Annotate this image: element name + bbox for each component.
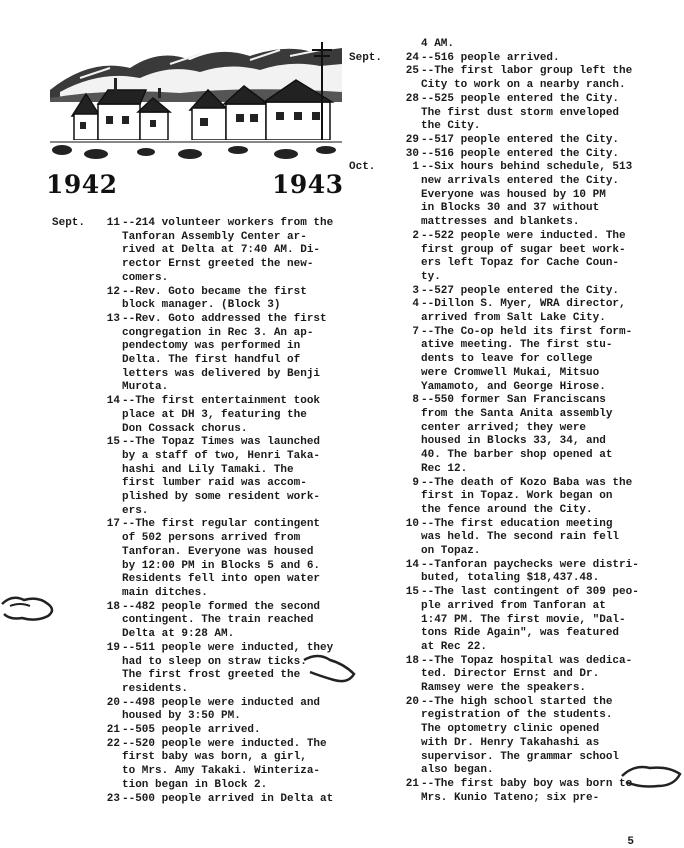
entry-text: --The Topaz hospital was dedica- ted. Director Ernst and Dr. Ramsey were the speakers. xyxy=(421,654,633,695)
entry-day: 9 xyxy=(412,476,419,489)
timeline-entry xyxy=(349,559,639,586)
entry-day: 30 xyxy=(405,147,419,160)
left-column xyxy=(52,217,342,806)
entry-day: 4 xyxy=(412,298,419,311)
timeline-entry xyxy=(349,586,639,655)
barracks-mountains-illustration xyxy=(50,38,342,160)
entry-day: 15 xyxy=(405,586,419,599)
timeline-entry xyxy=(349,778,639,805)
year-start: 1942 xyxy=(46,170,118,199)
entry-day: 19 xyxy=(106,641,120,654)
entry-day: 18 xyxy=(405,654,419,667)
timeline-entry xyxy=(52,518,342,600)
timeline-entry xyxy=(52,286,342,313)
entry-month: Sept. xyxy=(349,51,383,64)
entry-day: 3 xyxy=(412,284,419,297)
entry-text: --517 people entered the City. xyxy=(421,133,620,146)
entry-day: 11 xyxy=(106,217,120,229)
entry-day: 21 xyxy=(106,724,120,737)
timeline-entry xyxy=(52,697,342,724)
entry-text: --511 people were inducted, they had to sleep on straw ticks. The first frost greeted the residents. xyxy=(122,641,334,695)
entry-day: 14 xyxy=(405,558,419,571)
entry-text: --550 former San Franciscans from the Santa Anita assembly center arrived; they were housed in Blocks 33, 34, and 40. The barber shop opened at Rec 12. xyxy=(421,394,613,475)
entry-text: --The first regular contingent of 502 persons arrived from Tanforan. Everyone was housed by 12:00 PM in Blocks 5 and 6. Residents fell into open water main ditches. xyxy=(122,518,321,599)
entry-text: --Six hours behind schedule, 513 new arrivals entered the City. Everyone was housed by 10 PM in Blocks 30 and 37 without mattresses and blankets. xyxy=(421,161,633,229)
entry-text: --Dillon S. Myer, WRA director, arrived from Salt Lake City. xyxy=(421,298,626,325)
entry-text: --Rev. Goto addressed the first congregation in Rec 3. An ap- pendectomy was performed in Delta. The first handful of letters was delivered by Benji Murota. xyxy=(122,312,327,394)
timeline-entry xyxy=(349,230,639,285)
entry-day: 8 xyxy=(412,394,419,407)
entry-day: 18 xyxy=(106,600,120,613)
timeline-entry xyxy=(349,298,639,325)
entry-text: --505 people arrived. xyxy=(122,724,261,737)
entry-text: --The Topaz Times was launched by a staff of two, Henri Taka- hashi and Lily Tamaki. The first lumber raid was accom- plished by some resident work- ers. xyxy=(122,436,321,517)
entry-text: --520 people were inducted. The first baby was born, a girl, to Mrs. Amy Takaki. Winteriza- tion began in Block 2. xyxy=(122,737,327,791)
entry-day: 20 xyxy=(106,696,120,709)
timeline-entry xyxy=(349,518,639,559)
timeline-entry xyxy=(52,313,342,395)
entry-text: --Rev. Goto became the first block manager. (Block 3) xyxy=(122,285,307,312)
entry-day: 17 xyxy=(106,518,120,531)
entry-text: --516 people arrived. xyxy=(421,51,560,64)
timeline-entry xyxy=(52,436,342,518)
entry-text: --The last contingent of 309 peo- ple arrived from Tanforan at 1:47 PM. The first movie, "Dal- tons Ride Again", was featured at Rec 22. xyxy=(421,586,639,653)
entry-day: 25 xyxy=(405,65,419,78)
entry-day: 15 xyxy=(106,436,120,449)
entry-month: Oct. xyxy=(349,161,376,174)
entry-text: --498 people were inducted and housed by 3:50 PM. xyxy=(122,696,321,723)
entry-text: --The first baby boy was born to Mrs. Kunio Tateno; six pre- xyxy=(421,777,633,804)
page-number: 5 xyxy=(627,836,634,848)
entry-day: 12 xyxy=(106,285,120,298)
timeline-entry xyxy=(349,148,639,162)
smudge-mark xyxy=(618,756,684,796)
entry-day: 2 xyxy=(412,229,419,242)
entry-text: --516 people entered the City. xyxy=(421,147,620,160)
entry-day: 23 xyxy=(106,792,120,805)
entry-day: 29 xyxy=(405,133,419,146)
timeline-entry xyxy=(349,93,639,134)
timeline-entry xyxy=(52,793,342,807)
smudge-mark xyxy=(300,650,360,690)
entry-day: 21 xyxy=(405,777,419,790)
timeline-entry xyxy=(349,477,639,518)
timeline-entry xyxy=(349,134,639,148)
entry-month: Sept. xyxy=(52,217,86,229)
entry-text: --482 people formed the second contingent. The train reached Delta at 9:28 AM. xyxy=(122,600,321,641)
entry-text: --525 people entered the City. The first dust storm enveloped the City. xyxy=(421,92,620,133)
timeline-entry xyxy=(349,65,639,92)
timeline-entry xyxy=(349,394,639,476)
entry-text: --214 volunteer workers from the Tanforan Assembly Center ar- rived at Delta at 7:40 AM. Di- rector Ernst greeted the new- comers. xyxy=(122,217,334,284)
timeline-entry xyxy=(52,724,342,738)
entry-text: --527 people entered the City. xyxy=(421,284,620,297)
entry-text: --The first education meeting was held. The second rain fell on Topaz. xyxy=(421,517,620,558)
timeline-entry xyxy=(52,738,342,793)
year-end: 1943 xyxy=(272,170,344,199)
entry-text: --Tanforan paychecks were distri- buted, totaling $18,437.48. xyxy=(421,558,639,585)
entry-text: --500 people arrived in Delta at xyxy=(122,792,334,805)
smudge-mark xyxy=(0,590,60,630)
timeline-entry xyxy=(52,601,342,642)
entry-text: --The first entertainment took place at DH 3, featuring the Don Cossack chorus. xyxy=(122,395,321,435)
entry-day: 7 xyxy=(412,325,419,338)
entry-day: 14 xyxy=(106,395,120,408)
continuation-line: 4 AM. xyxy=(421,38,455,50)
entry-day: 20 xyxy=(405,695,419,708)
timeline-entry xyxy=(52,217,342,286)
timeline-entry xyxy=(52,642,342,697)
entry-day: 1 xyxy=(412,161,419,174)
timeline-entry xyxy=(349,326,639,395)
timeline-entry xyxy=(349,696,639,778)
timeline-entry xyxy=(349,285,639,299)
entry-text: --The Co-op held its first form- ative meeting. The first stu- dents to leave for college were Cromwell Mukai, Mitsuo Yamamoto, and George Hirose. xyxy=(421,325,633,393)
entry-day: 13 xyxy=(106,312,120,325)
entry-text: --The death of Kozo Baba was the first in Topaz. Work began on the fence around the City. xyxy=(421,476,633,516)
entry-day: 28 xyxy=(405,92,419,105)
entry-day: 22 xyxy=(106,737,120,750)
entry-text: --The high school started the registration of the students. The optometry clinic opened with Dr. Henry Takahashi as supervisor. The grammar school also began. xyxy=(421,695,620,777)
entry-text: --522 people were inducted. The first group of sugar beet work- ers left Topaz for Cache Coun- ty. xyxy=(421,229,626,283)
timeline-entry xyxy=(349,161,639,230)
entry-day: 24 xyxy=(405,51,419,64)
timeline-entry xyxy=(349,52,639,66)
timeline-entry xyxy=(52,395,342,436)
entry-day: 10 xyxy=(405,517,419,530)
entry-text: --The first labor group left the City to work on a nearby ranch. xyxy=(421,65,633,92)
right-column xyxy=(349,38,639,805)
timeline-entry xyxy=(349,655,639,696)
